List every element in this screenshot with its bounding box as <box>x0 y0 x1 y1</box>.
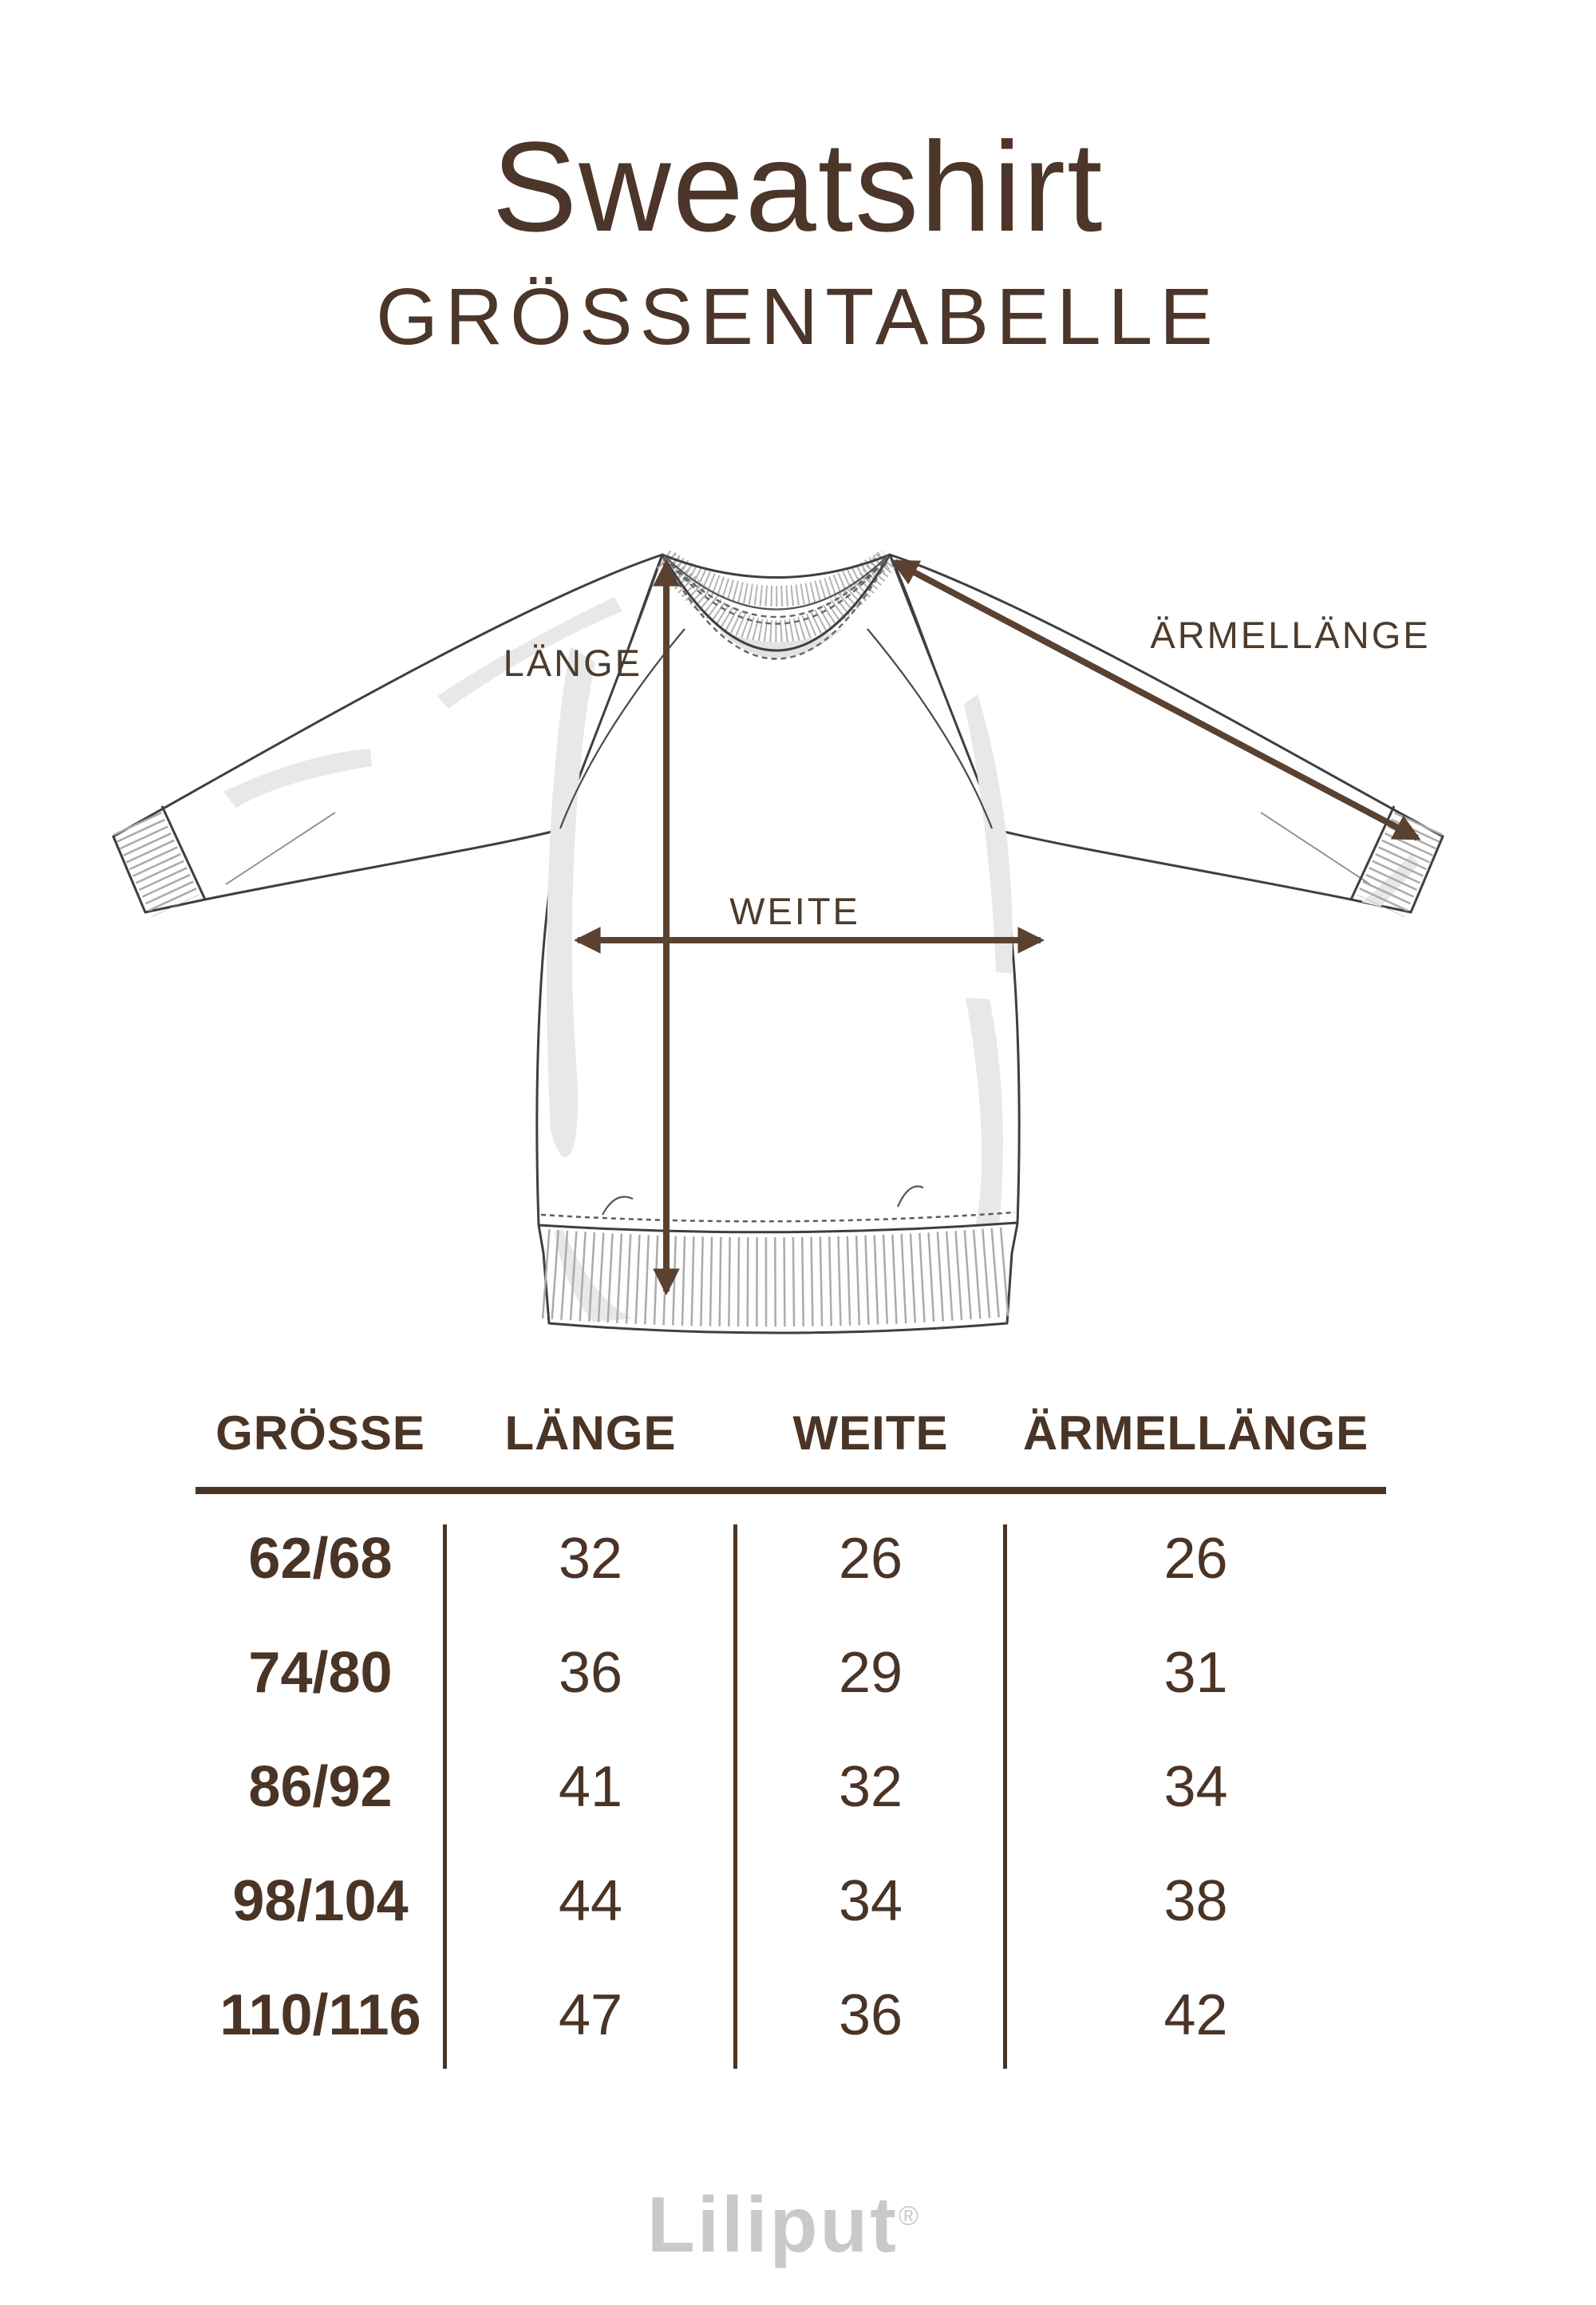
table-column-divider <box>733 1524 737 2069</box>
size-table-body <box>196 1494 1386 2073</box>
header-weite: WEITE <box>792 1406 949 1460</box>
page-subtitle: GRÖSSENTABELLE <box>376 272 1220 362</box>
table-row <box>196 1616 1386 1730</box>
page-title: Sweatshirt <box>492 115 1104 258</box>
size-table <box>196 1379 1386 2073</box>
size-table-header-row <box>196 1379 1386 1494</box>
cell-laenge: 41 <box>558 1754 623 1819</box>
cell-aermellaenge: 26 <box>1163 1526 1228 1591</box>
table-row <box>196 1502 1386 1616</box>
cell-groesse: 86/92 <box>248 1754 393 1819</box>
cell-weite: 34 <box>838 1868 903 1933</box>
table-column-divider <box>1003 1524 1007 2069</box>
cell-groesse: 110/116 <box>219 1983 421 2047</box>
table-column-divider <box>443 1524 447 2069</box>
cell-aermellaenge: 34 <box>1163 1754 1228 1819</box>
cell-groesse: 98/104 <box>232 1868 409 1933</box>
header-laenge: LÄNGE <box>504 1406 677 1460</box>
registered-trademark-icon: ® <box>898 2200 918 2232</box>
header-groesse: GRÖSSE <box>215 1406 425 1460</box>
table-row <box>196 1730 1386 1844</box>
cell-groesse: 74/80 <box>248 1640 393 1705</box>
cell-laenge: 32 <box>558 1526 623 1591</box>
sweatshirt-measurement-diagram <box>104 551 1492 1341</box>
cell-laenge: 36 <box>558 1640 623 1705</box>
brand-logo-text: Liliput <box>647 2180 899 2268</box>
table-row <box>196 1959 1386 2073</box>
header-aermellaenge: ÄRMELLÄNGE <box>1022 1406 1369 1460</box>
table-row <box>196 1844 1386 1959</box>
cell-aermellaenge: 42 <box>1163 1983 1228 2047</box>
cell-laenge: 47 <box>558 1983 623 2047</box>
laenge-label: LÄNGE <box>503 642 642 684</box>
sweatshirt-illustration <box>104 551 1492 1341</box>
cell-groesse: 62/68 <box>248 1526 393 1591</box>
brand-logo <box>0 2180 1566 2268</box>
cell-weite: 36 <box>838 1983 903 2047</box>
cell-weite: 29 <box>838 1640 903 1705</box>
cell-aermellaenge: 38 <box>1163 1868 1228 1933</box>
aermellaenge-label: ÄRMELLÄNGE <box>1150 614 1431 656</box>
cell-weite: 26 <box>838 1526 903 1591</box>
cell-weite: 32 <box>838 1754 903 1819</box>
weite-label: WEITE <box>729 890 860 932</box>
cell-aermellaenge: 31 <box>1163 1640 1228 1705</box>
cell-laenge: 44 <box>558 1868 623 1933</box>
